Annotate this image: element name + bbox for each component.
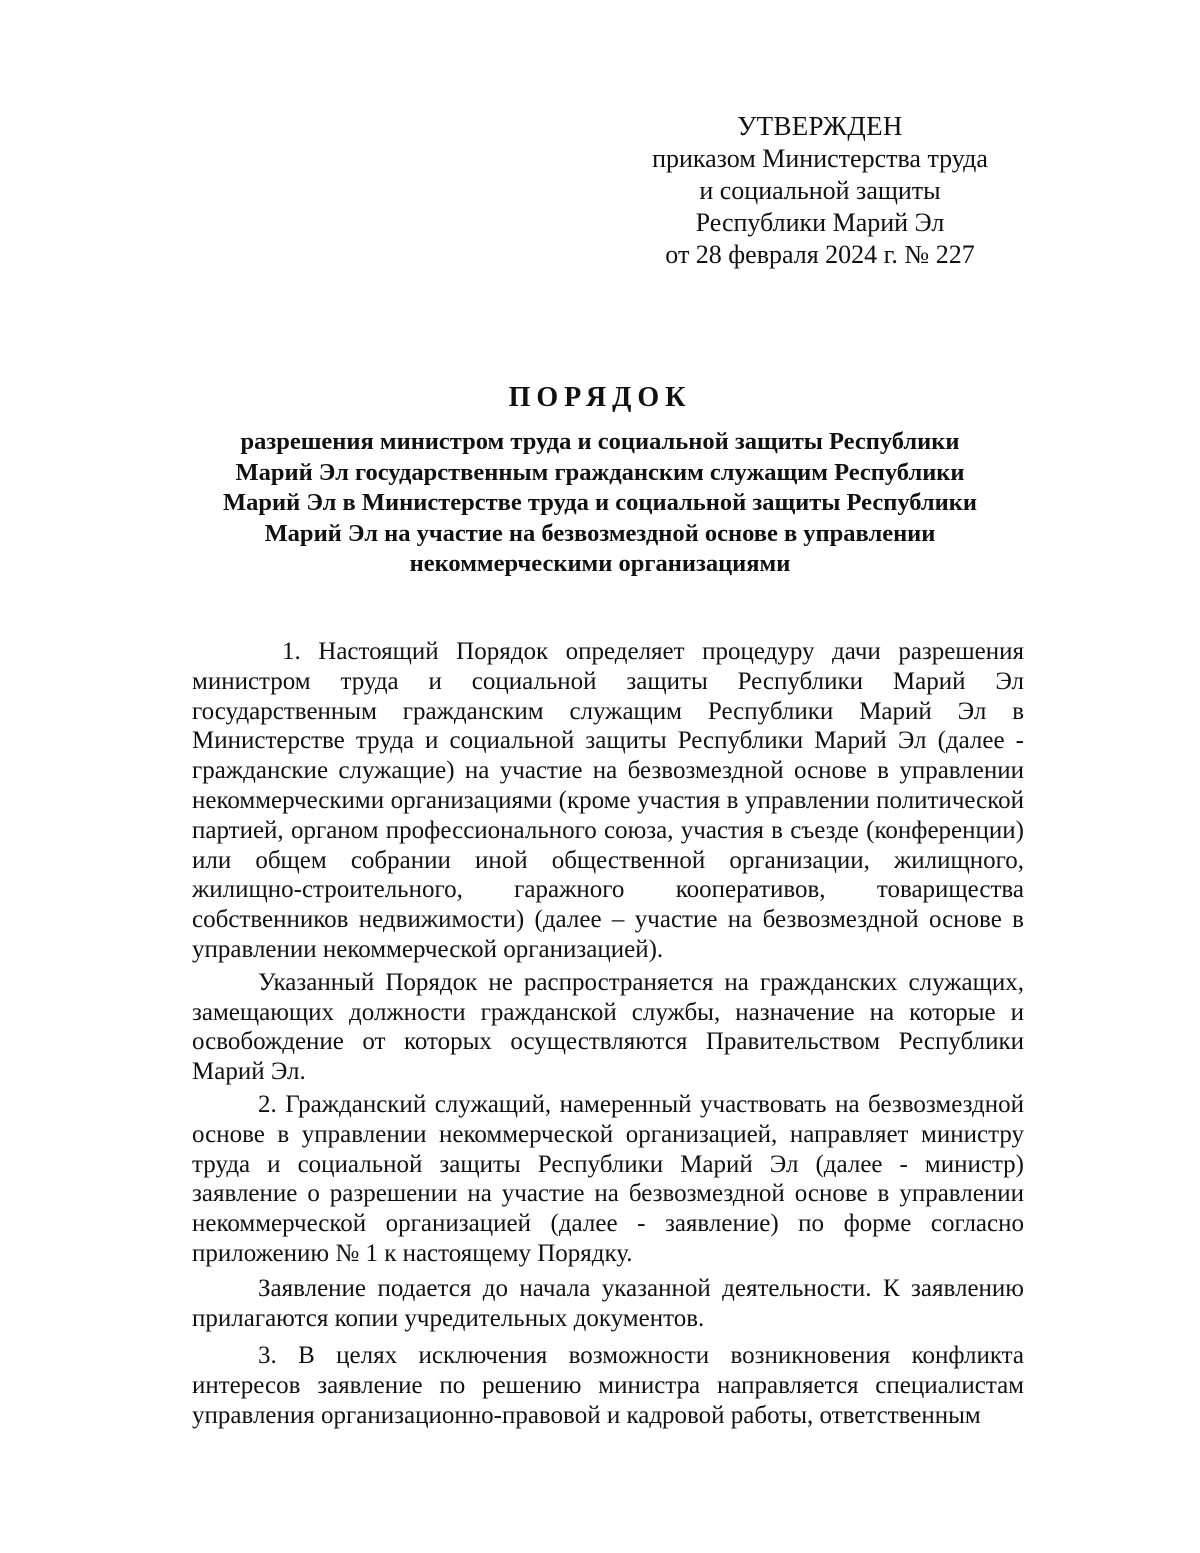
approval-stamp-block <box>630 110 1010 271</box>
subtitle-line: Марий Эл государственным гражданским служащим Республики <box>235 458 965 486</box>
paragraph-3: 3. В целях исключения возможности возникновения конфликта интересов заявление по решению министра направляется специалистам управления организационно-правовой и кадровой работы, ответственным <box>192 1342 1024 1429</box>
paragraph-1-note: Указанный Порядок не распространяется на гражданских служащих, замещающих должности гражданской службы, назначение на которые и освобождение от которых осуществляются Правительством Республики Марий Эл. <box>192 968 1024 1086</box>
document-title: ПОРЯДОК <box>508 382 692 413</box>
subtitle-line: разрешения министром труда и социальной защиты Республики <box>240 428 960 455</box>
paragraph-2-note: Заявление подается до начала указанной деятельности. К заявлению прилагаются копии учредительных документов. <box>192 1274 1024 1332</box>
document-body <box>192 637 1024 1431</box>
subtitle-line: некоммерческими организациями <box>409 550 791 577</box>
approval-line-ministry: и социальной защиты <box>699 176 941 205</box>
document-subtitle <box>180 427 1020 580</box>
approved-heading: УТВЕРЖДЕН <box>737 111 903 141</box>
approval-line-republic: Республики Марий Эл <box>695 208 945 237</box>
paragraph-2: 2. Гражданский служащий, намеренный участвовать на безвозмездной основе в управлении некоммерческой организацией, направляет министру труда и социальной защиты Республики Марий Эл (далее - министр) заявление о разрешении на участие на безвозмездной основе в управлении некоммерческой организацией (далее - заявление) по форме согласно приложению № 1 к настоящему Порядку. <box>192 1090 1024 1267</box>
subtitle-line: Марий Эл на участие на безвозмездной основе в управлении <box>264 519 936 547</box>
approval-line-date-number: от 28 февраля 2024 г. № 227 <box>665 240 975 269</box>
approval-line-order: приказом Министерства труда <box>652 144 988 173</box>
subtitle-line: Марий Эл в Министерстве труда и социальной защиты Республики <box>222 489 978 516</box>
paragraph-1: 1. Настоящий Порядок определяет процедуру дачи разрешения министром труда и социальной защиты Республики Марий Эл государственным гражданским служащим Республики Марий Эл в Министерстве труда и социальной защиты Республики Марий Эл (далее - гражданские служащие) на участие на безвозмездной основе в управлении некоммерческими организациями (кроме участия в управлении политической партией, органом профессионального союза, участия в съезде (конференции) или общем собрании иной общественной организации, жилищного, жилищно-строительного, гаражного кооперативов, товарищества собственников недвижимости) (далее – участие на безвозмездной основе в управлении некоммерческой организацией). <box>192 638 1024 963</box>
